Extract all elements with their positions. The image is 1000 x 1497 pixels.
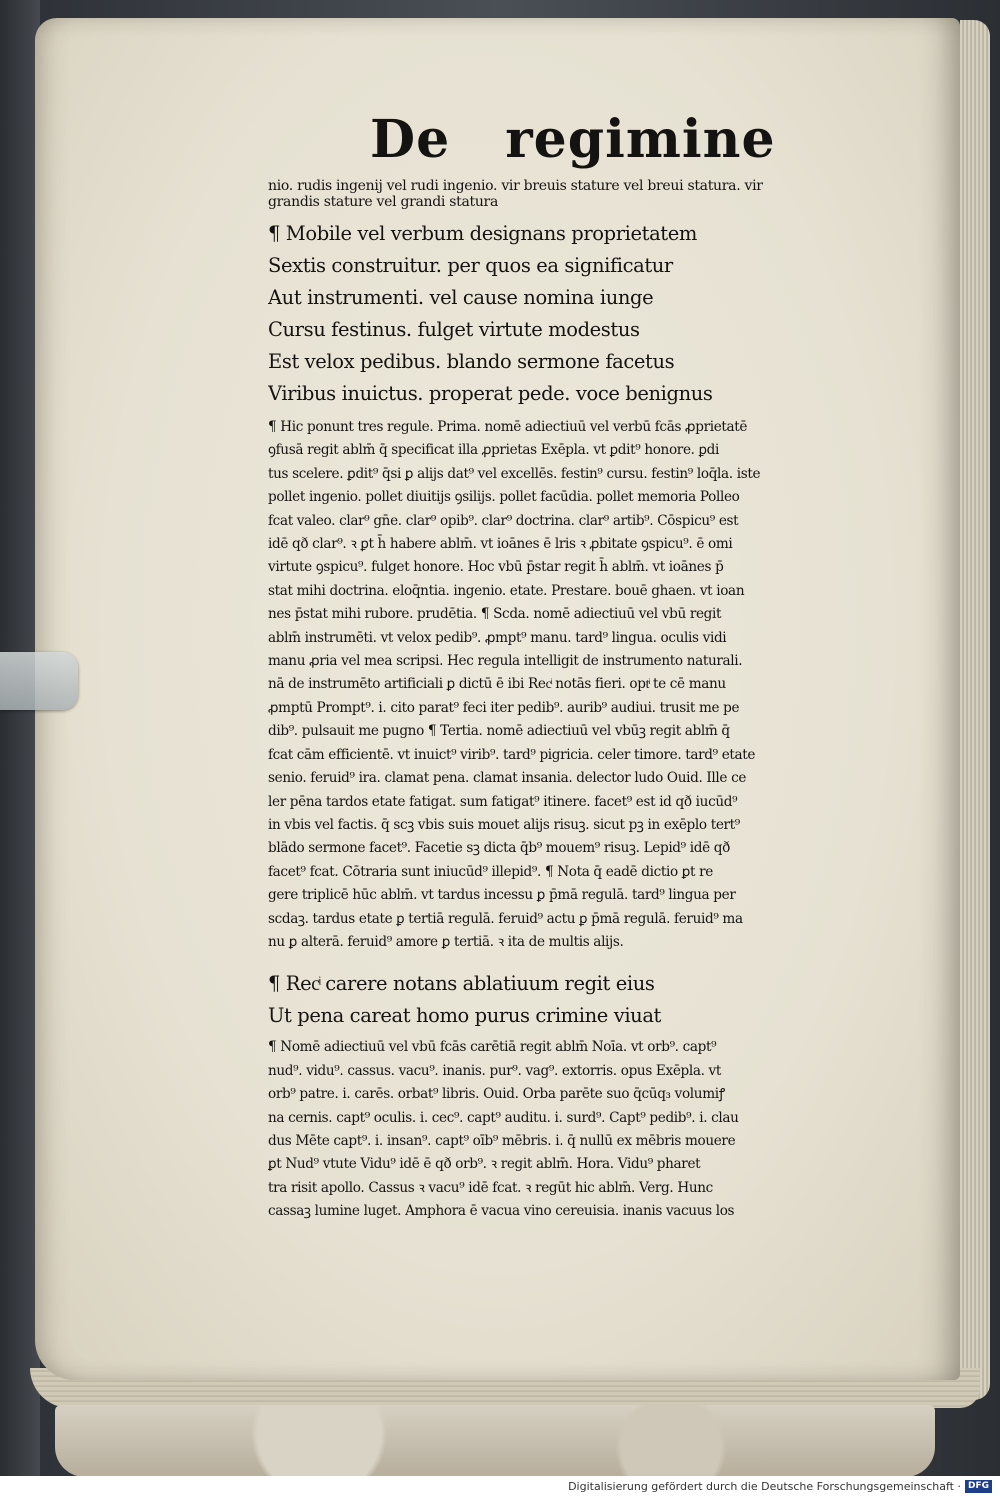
funding-credit: Digitalisierung gefördert durch die Deutsche Forschungsgemeinschaft · [568, 1480, 961, 1493]
book-binding [55, 1405, 935, 1476]
commentary-line: scdaꝫ. tardus etate ꝑ tertiā regulā. feruid⁹ actu ꝑ p̄mā regulā. feruid⁹ ma [268, 910, 743, 927]
verse-line: Aut instrumenti. vel cause nomina iunge [268, 286, 654, 309]
commentary-line: pollet ingenio. pollet diuitijs ꝯsilijs. pollet facūdia. pollet memoria Polleo [268, 489, 740, 506]
dfg-logo-icon[interactable]: DFG [965, 1480, 992, 1493]
commentary-line: stat mihi doctrina. eloq̄ntia. ingenio. etate. Prestare. bouē ghaen. vt ioan [268, 582, 745, 599]
verse-line: Viribus inuictus. properat pede. voce benignus [268, 382, 713, 405]
commentary-line: nes p̄stat mihi rubore. prudētia. ¶ Scda. nomē adiectiuū vel vbū regit [268, 606, 722, 623]
commentary-line: facet⁹ fcat. Cōtraria sunt iniucūd⁹ illepid⁹. ¶ Nota q̄ eadē dictio ꝑt re [268, 863, 713, 880]
verse-line: Cursu festinus. fulget virtute modestus [268, 318, 640, 341]
commentary-line: fcat cām efficientē. vt inuict⁹ virib⁹. tard⁹ pigricia. celer timore. tard⁹ etate [268, 746, 756, 763]
commentary-line: ¶ Nomē adiectiuū vel vbū fcās carētiā regit ablm̄ Noīa. vt orb⁹. capt⁹ [268, 1039, 717, 1056]
digitization-footer [0, 1476, 1000, 1497]
verse-line: Sextis construitur. per quos ea significatur [268, 254, 673, 277]
commentary-line: nud⁹. vidu⁹. cassus. vacu⁹. inanis. pur⁹. vag⁹. extorris. opus Exēpla. vt [268, 1062, 721, 1079]
commentary-line: cassaꝫ lumine luget. Amphora ē vacua vino cereuisia. inanis vacuus los [268, 1203, 735, 1220]
text-line: nio. rudis ingenij vel rudi ingenio. vir breuis stature vel breui statura. vir [268, 178, 763, 194]
commentary-line: ablm̄ instrumēti. vt velox pedib⁹. ꝓmpt⁹ manu. tard⁹ lingua. oculis vidi [268, 629, 727, 646]
verse-line: Ut pena careat homo purus crimine viuat [268, 1004, 661, 1028]
commentary-line: ꝯfusā regit ablm̄ q̄ specificat illa ꝓprietas Exēpla. vt ꝑdit⁹ honore. ꝑdi [268, 442, 719, 459]
commentary-line: gere triplicē hūc ablm̄. vt tardus incessu ꝑ p̄mā regulā. tard⁹ lingua per [268, 887, 736, 904]
page-clip [0, 652, 78, 710]
commentary-line: ꝓmptū Prompt⁹. i. cito parat⁹ feci iter pedib⁹. aurib⁹ audiui. trusit me pe [268, 699, 740, 716]
verse-line: Est velox pedibus. blando sermone facetus [268, 350, 675, 373]
commentary-line: ¶ Hic ponunt tres regule. Prima. nomē adiectiuū vel verbū fcās ꝓprietatē [268, 419, 748, 435]
book-cover-edge [0, 0, 40, 1476]
commentary-block [268, 416, 868, 954]
commentary-line: idē qð clar⁹. ꝛ ꝑt h̄ habere ablm̄. vt ioānes ē lris ꝛ ꝓbitate ꝯspicu⁹. ē omi [268, 536, 733, 553]
commentary-line: nā de instrumēto artificiali ꝑ dictū ē ibi Recͥ notās fieri. optͥ te cē manu [268, 676, 726, 693]
verse-block [268, 218, 868, 410]
commentary-line: nu ꝑ alterā. feruid⁹ amore ꝑ tertiā. ꝛ ita de multis alijs. [268, 933, 624, 950]
commentary-line: orb⁹ patre. i. carēs. orbat⁹ libris. Ouid. Orba parēte suo q̄cūq₃ volumiꝭ [268, 1086, 725, 1103]
intro-lines [268, 178, 868, 210]
page-stack-edge [960, 20, 990, 1400]
verse-line: ¶ Recͥ carere notans ablatiuum regit eius [268, 972, 655, 996]
page-text [268, 108, 868, 1224]
commentary-line: virtute ꝯspicu⁹. fulget honore. Hoc vbū p̄star regit h̄ ablm̄. vt ioānes p̄ [268, 559, 724, 576]
commentary-line: blādo sermone facet⁹. Facetie sꝫ dicta q̄b⁹ mouem⁹ risuꝫ. Lepid⁹ idē qð [268, 840, 730, 857]
commentary-block [268, 1036, 868, 1223]
commentary-line: senio. feruid⁹ ira. clamat pena. clamat insania. delector ludo Ouid. Ille ce [268, 770, 747, 787]
commentary-line: tra risit apollo. Cassus ꝛ vacu⁹ idē fcat. ꝛ regūt hic ablm̄. Verg. Hunc [268, 1179, 713, 1196]
commentary-line: manu ꝓria vel mea scripsi. Hec regula intelligit de instrumento naturali. [268, 653, 743, 670]
commentary-line: ꝑt Nud⁹ vtute Vidu⁹ idē ē qð orb⁹. ꝛ regit ablm̄. Hora. Vidu⁹ pharet [268, 1156, 701, 1173]
commentary-line: in vbis vel factis. q̄ scꝫ vbis suis mouet alijs risuꝫ. sicut pꝫ in exēplo tert⁹ [268, 816, 740, 833]
commentary-line: dus Mēte capt⁹. i. insan⁹. capt⁹ oīb⁹ mēbris. i. q̄ nullū ex mēbris mouere [268, 1132, 736, 1149]
verse-block [268, 968, 868, 1032]
commentary-line: tus scelere. ꝑdit⁹ q̄si ꝑ alijs dat⁹ vel excellēs. festin⁹ cursu. festin⁹ loq̄la. iste [268, 465, 761, 482]
commentary-line: ler pēna tardos etate fatigat. sum fatigat⁹ itinere. facet⁹ est id qð iucūd⁹ [268, 793, 738, 810]
running-heading: De regimine [370, 109, 776, 170]
verse-line: ¶ Mobile vel verbum designans proprietatem [268, 222, 697, 245]
commentary-line: na cernis. capt⁹ oculis. i. cec⁹. capt⁹ auditu. i. surd⁹. Capt⁹ pedib⁹. i. clau [268, 1109, 739, 1126]
commentary-line: fcat valeo. clar⁹ gn̄e. clar⁹ opib⁹. clar⁹ doctrina. clar⁹ artib⁹. Cōspicu⁹ est [268, 512, 739, 529]
text-line: grandis stature vel grandi statura [268, 194, 498, 210]
commentary-line: dib⁹. pulsauit me pugno ¶ Tertia. nomē adiectiuū vel vbūꝫ regit ablm̄ q̄ [268, 723, 730, 740]
